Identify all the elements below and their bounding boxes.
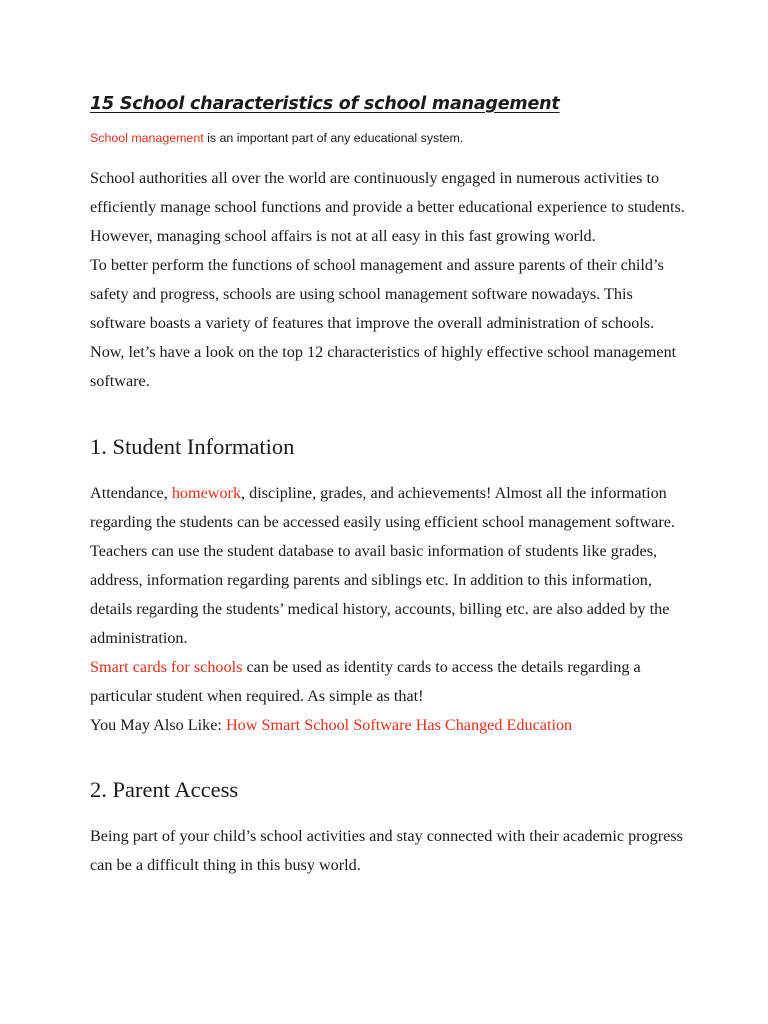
document-title: 15 School characteristics of school management (90, 94, 560, 114)
paragraph: Teachers can use the student database to avail basic information of students like grades, address, information regarding parents and siblings etc. In addition to this information, details regarding the students’ medical history, accounts, billing etc. are also added by the administration. (90, 542, 670, 647)
section-heading-parent-access: 2. Parent Access (90, 777, 239, 802)
intro-line (90, 131, 463, 145)
intro-paragraph: School authorities all over the world are continuously engaged in numerous activities to efficiently manage school functions and provide a better educational experience to students. (90, 169, 685, 216)
paragraph (90, 653, 690, 711)
smart-cards-link[interactable]: Smart cards for schools (90, 658, 243, 676)
text-run: , discipline, grades, and achievements! Almost all the information regarding the students can be accessed easily using efficient school management software. (90, 484, 675, 531)
section-parent-access-body (90, 822, 690, 880)
also-like-label: You May Also Like: (90, 716, 226, 734)
text-run: Attendance, (90, 484, 172, 502)
intro-paragraph: To better perform the functions of school management and assure parents of their child’s safety and progress, schools are using school management software nowadays. This software boasts a variety of features that improve the overall administration of schools. Now, let’s have a look on the top 12 characteristics of highly effective school management software. (90, 256, 677, 390)
paragraph: Being part of your child’s school activities and stay connected with their academic progress can be a difficult thing in this busy world. (90, 827, 683, 874)
also-like-link[interactable]: How Smart School Software Has Changed Education (225, 716, 573, 734)
also-like-line (90, 711, 690, 740)
text-run: can be used as identity cards to access the details regarding a particular student when required. As simple as that! (90, 658, 641, 705)
intro-paragraphs (90, 164, 690, 396)
intro-rest: is an important part of any educational system. (203, 131, 464, 145)
intro-paragraph: However, managing school affairs is not at all easy in this fast growing world. (90, 227, 596, 245)
paragraph (90, 479, 690, 537)
intro-highlight: School management (90, 131, 204, 145)
homework-link[interactable]: homework (171, 484, 242, 502)
section-student-information-body (90, 479, 690, 740)
section-heading-student-information: 1. Student Information (90, 434, 295, 459)
